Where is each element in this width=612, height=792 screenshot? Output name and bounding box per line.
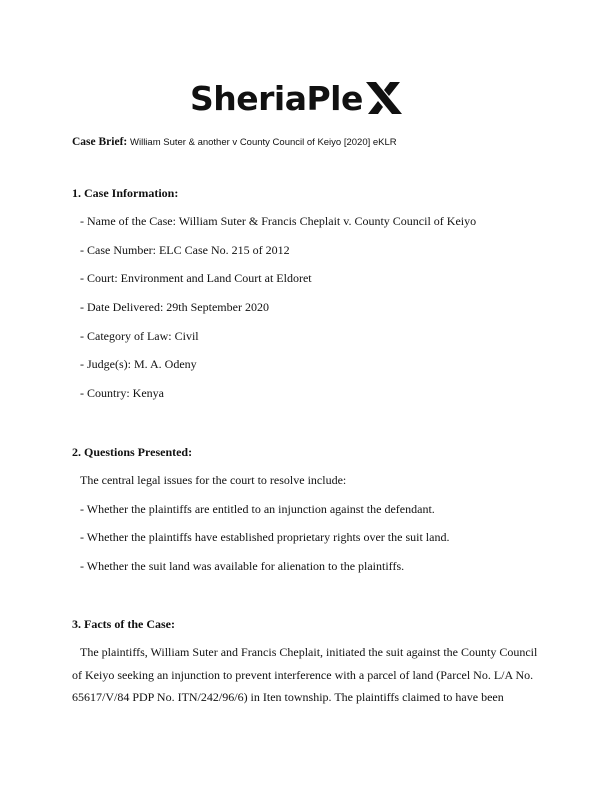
case-brief-label: Case Brief: (72, 136, 128, 148)
case-info-item: - Category of Law: Civil (80, 329, 199, 343)
logo-x-mark-icon (364, 78, 404, 118)
question-item: - Whether the plaintiffs are entitled to an injunction against the defendant. (80, 502, 435, 516)
section-heading-case-information: 1. Case Information: (72, 186, 179, 200)
facts-paragraph-line: 65617/V/84 PDP No. ITN/242/96/6) in Iten township. The plaintiffs claimed to have been (72, 690, 504, 704)
question-item: - Whether the suit land was available for alienation to the plaintiffs. (80, 559, 405, 573)
case-info-item: - Name of the Case: William Suter & Francis Cheplait v. County Council of Keiyo (80, 214, 477, 228)
case-info-item: - Judge(s): M. A. Odeny (80, 357, 197, 371)
case-brief-value: William Suter & another v County Council of Keiyo [2020] eKLR (130, 137, 397, 148)
case-info-item: - Court: Environment and Land Court at Eldoret (80, 271, 312, 285)
section-heading-questions-presented: 2. Questions Presented: (72, 445, 193, 459)
case-info-item: - Date Delivered: 29th September 2020 (80, 300, 269, 314)
facts-paragraph-line: of Keiyo seeking an injunction to prevent interference with a parcel of land (Parcel No. L/A No. (72, 668, 534, 682)
case-info-item: - Country: Kenya (80, 386, 164, 400)
section-heading-facts: 3. Facts of the Case: (72, 617, 175, 631)
questions-intro: The central legal issues for the court to resolve include: (80, 473, 347, 487)
logo-wordmark: SheriaPle (190, 78, 363, 118)
question-item: - Whether the plaintiffs have established proprietary rights over the suit land. (80, 530, 450, 544)
facts-paragraph-line: The plaintiffs, William Suter and Francis Cheplait, initiated the suit against the County Council (80, 645, 538, 659)
sheriaplex-logo (190, 73, 430, 123)
case-info-item: - Case Number: ELC Case No. 215 of 2012 (80, 243, 290, 257)
case-brief-title (72, 136, 397, 148)
